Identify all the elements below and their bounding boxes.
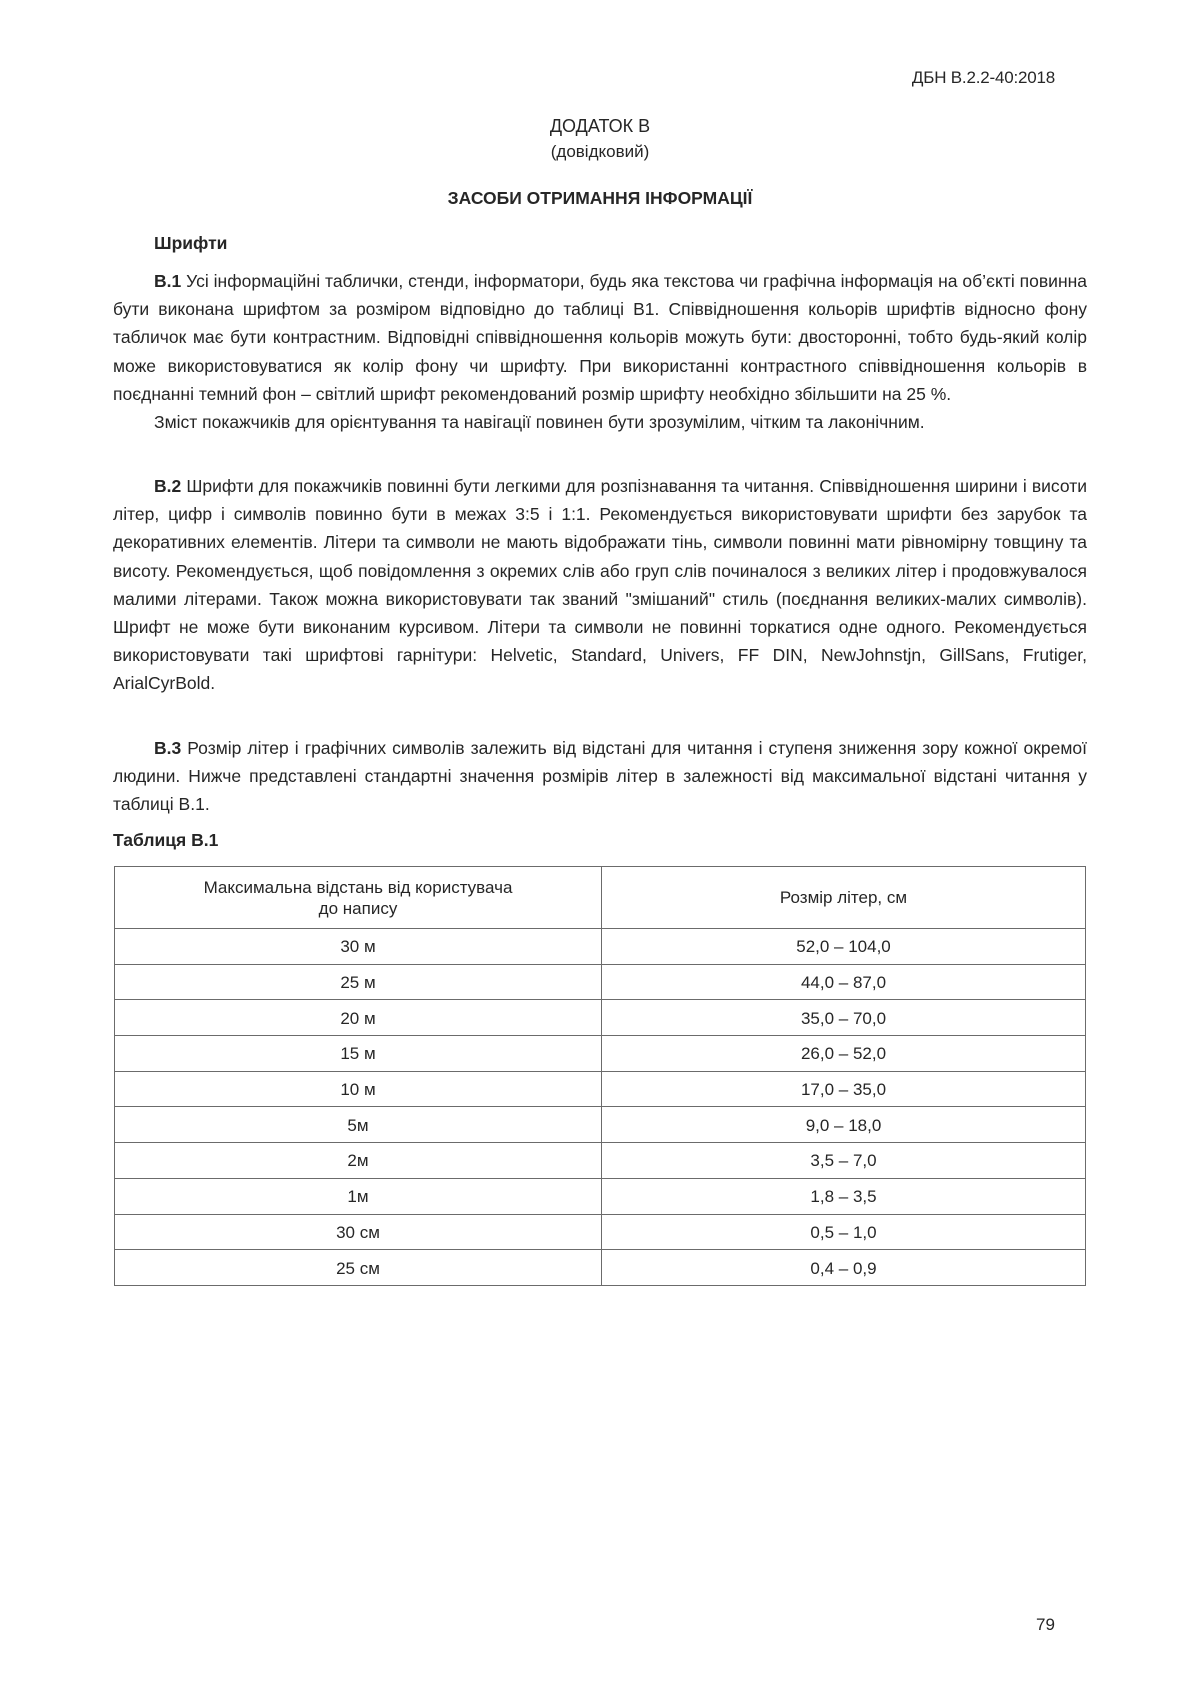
table-row	[115, 964, 1086, 1000]
paragraph-b2	[113, 472, 1087, 698]
cell-distance: 25 м	[115, 964, 602, 1000]
table-row	[115, 1107, 1086, 1143]
cell-distance: 2м	[115, 1143, 602, 1179]
header-max-distance-line1: Максимальна відстань від користувача	[203, 877, 513, 897]
cell-distance: 10 м	[115, 1071, 602, 1107]
paragraph-b1	[113, 267, 1087, 436]
paragraph-b3-main	[113, 734, 1087, 819]
header-letter-size: Розмір літер, см	[602, 867, 1086, 929]
cell-distance: 20 м	[115, 1000, 602, 1036]
table-row	[115, 1071, 1086, 1107]
cell-size: 35,0 – 70,0	[602, 1000, 1086, 1036]
paragraph-text: Розмір літер і графічних символів залежить від відстані для читання і ступеня зниження зору кожної окремої людини. Нижче представлені стандартні значення розмірів літер в залежності від максимальної відстані читання у таблиці В.1.	[113, 738, 1087, 815]
cell-size: 44,0 – 87,0	[602, 964, 1086, 1000]
table-row	[115, 1036, 1086, 1072]
appendix-title: ЗАСОБИ ОТРИМАННЯ ІНФОРМАЦІЇ	[447, 188, 753, 208]
cell-size: 1,8 – 3,5	[602, 1178, 1086, 1214]
cell-size: 0,5 – 1,0	[602, 1214, 1086, 1250]
cell-distance: 5м	[115, 1107, 602, 1143]
paragraph-number: В.1	[154, 271, 182, 291]
header-max-distance-line2: до напису	[318, 898, 398, 918]
cell-size: 9,0 – 18,0	[602, 1107, 1086, 1143]
cell-size: 3,5 – 7,0	[602, 1143, 1086, 1179]
header-max-distance	[115, 867, 602, 929]
table-row	[115, 1178, 1086, 1214]
cell-distance: 1м	[115, 1178, 602, 1214]
cell-size: 26,0 – 52,0	[602, 1036, 1086, 1072]
cell-distance: 30 см	[115, 1214, 602, 1250]
paragraph-number: В.2	[154, 476, 182, 496]
cell-distance: 15 м	[115, 1036, 602, 1072]
cell-size: 17,0 – 35,0	[602, 1071, 1086, 1107]
appendix-label: ДОДАТОК В	[549, 116, 651, 136]
table-row	[115, 929, 1086, 965]
table-caption: Таблиця В.1	[113, 830, 219, 850]
table-header-row	[115, 867, 1086, 929]
paragraph-b1-main	[113, 267, 1087, 408]
appendix-type: (довідковий)	[550, 142, 650, 161]
table-row	[115, 1250, 1086, 1286]
cell-distance: 30 м	[115, 929, 602, 965]
document-code-header: ДБН В.2.2-40:2018	[911, 68, 1055, 87]
cell-size: 0,4 – 0,9	[602, 1250, 1086, 1286]
page-number: 79	[1036, 1615, 1055, 1634]
table-row	[115, 1214, 1086, 1250]
paragraph-b2-main	[113, 472, 1087, 698]
paragraph-text: Шрифти для покажчиків повинні бути легкими для розпізнавання та читання. Співвідношення ширини і висоти літер, цифр і символів повинно бути в межах 3:5 і 1:1. Рекомендується використовувати шрифти без зарубок та декоративних елементів. Літери та символи не мають відображати тінь, символи повинні мати рівномірну товщину та висоту. Рекомендується, щоб повідомлення з окремих слів або груп слів починалося з великих літер і продовжувалося малими літерами. Також можна використовувати так званий "змішаний" стиль (поєднання великих-малих символів). Шрифт не може бути виконаним курсивом. Літери та символи не повинні торкатися одне одного. Рекомендується використовувати такі шрифтові гарнітури: Helvetic, Standard, Univers, FF DIN, NewJohnstjn, GillSans, Frutiger, ArialCyrBold.	[113, 476, 1087, 694]
paragraph-b3	[113, 734, 1087, 819]
cell-size: 52,0 – 104,0	[602, 929, 1086, 965]
paragraph-b1-continuation: Зміст покажчиків для орієнтування та навігації повинен бути зрозумілим, чітким та лаконічним.	[154, 412, 925, 433]
paragraph-number: В.3	[154, 738, 182, 758]
table-row	[115, 1143, 1086, 1179]
paragraph-text: Усі інформаційні таблички, стенди, інформатори, будь яка текстова чи графічна інформація на об’єкті повинна бути виконана шрифтом за розміром відповідно до таблиці В1. Співвідношення кольорів шрифтів відносно фону табличок має бути контрастним. Відповідні співвідношення кольорів можуть бути: двосторонні, тобто будь-який колір може використовуватися як колір фону чи шрифту. При використанні контрастного співвідношення кольорів в поєднанні темний фон – світлий шрифт рекомендований розмір шрифту необхідно збільшити на 25 %.	[113, 271, 1087, 404]
cell-distance: 25 см	[115, 1250, 602, 1286]
letter-size-table	[114, 866, 1086, 1286]
table-row	[115, 1000, 1086, 1036]
section-heading-fonts: Шрифти	[154, 233, 228, 253]
